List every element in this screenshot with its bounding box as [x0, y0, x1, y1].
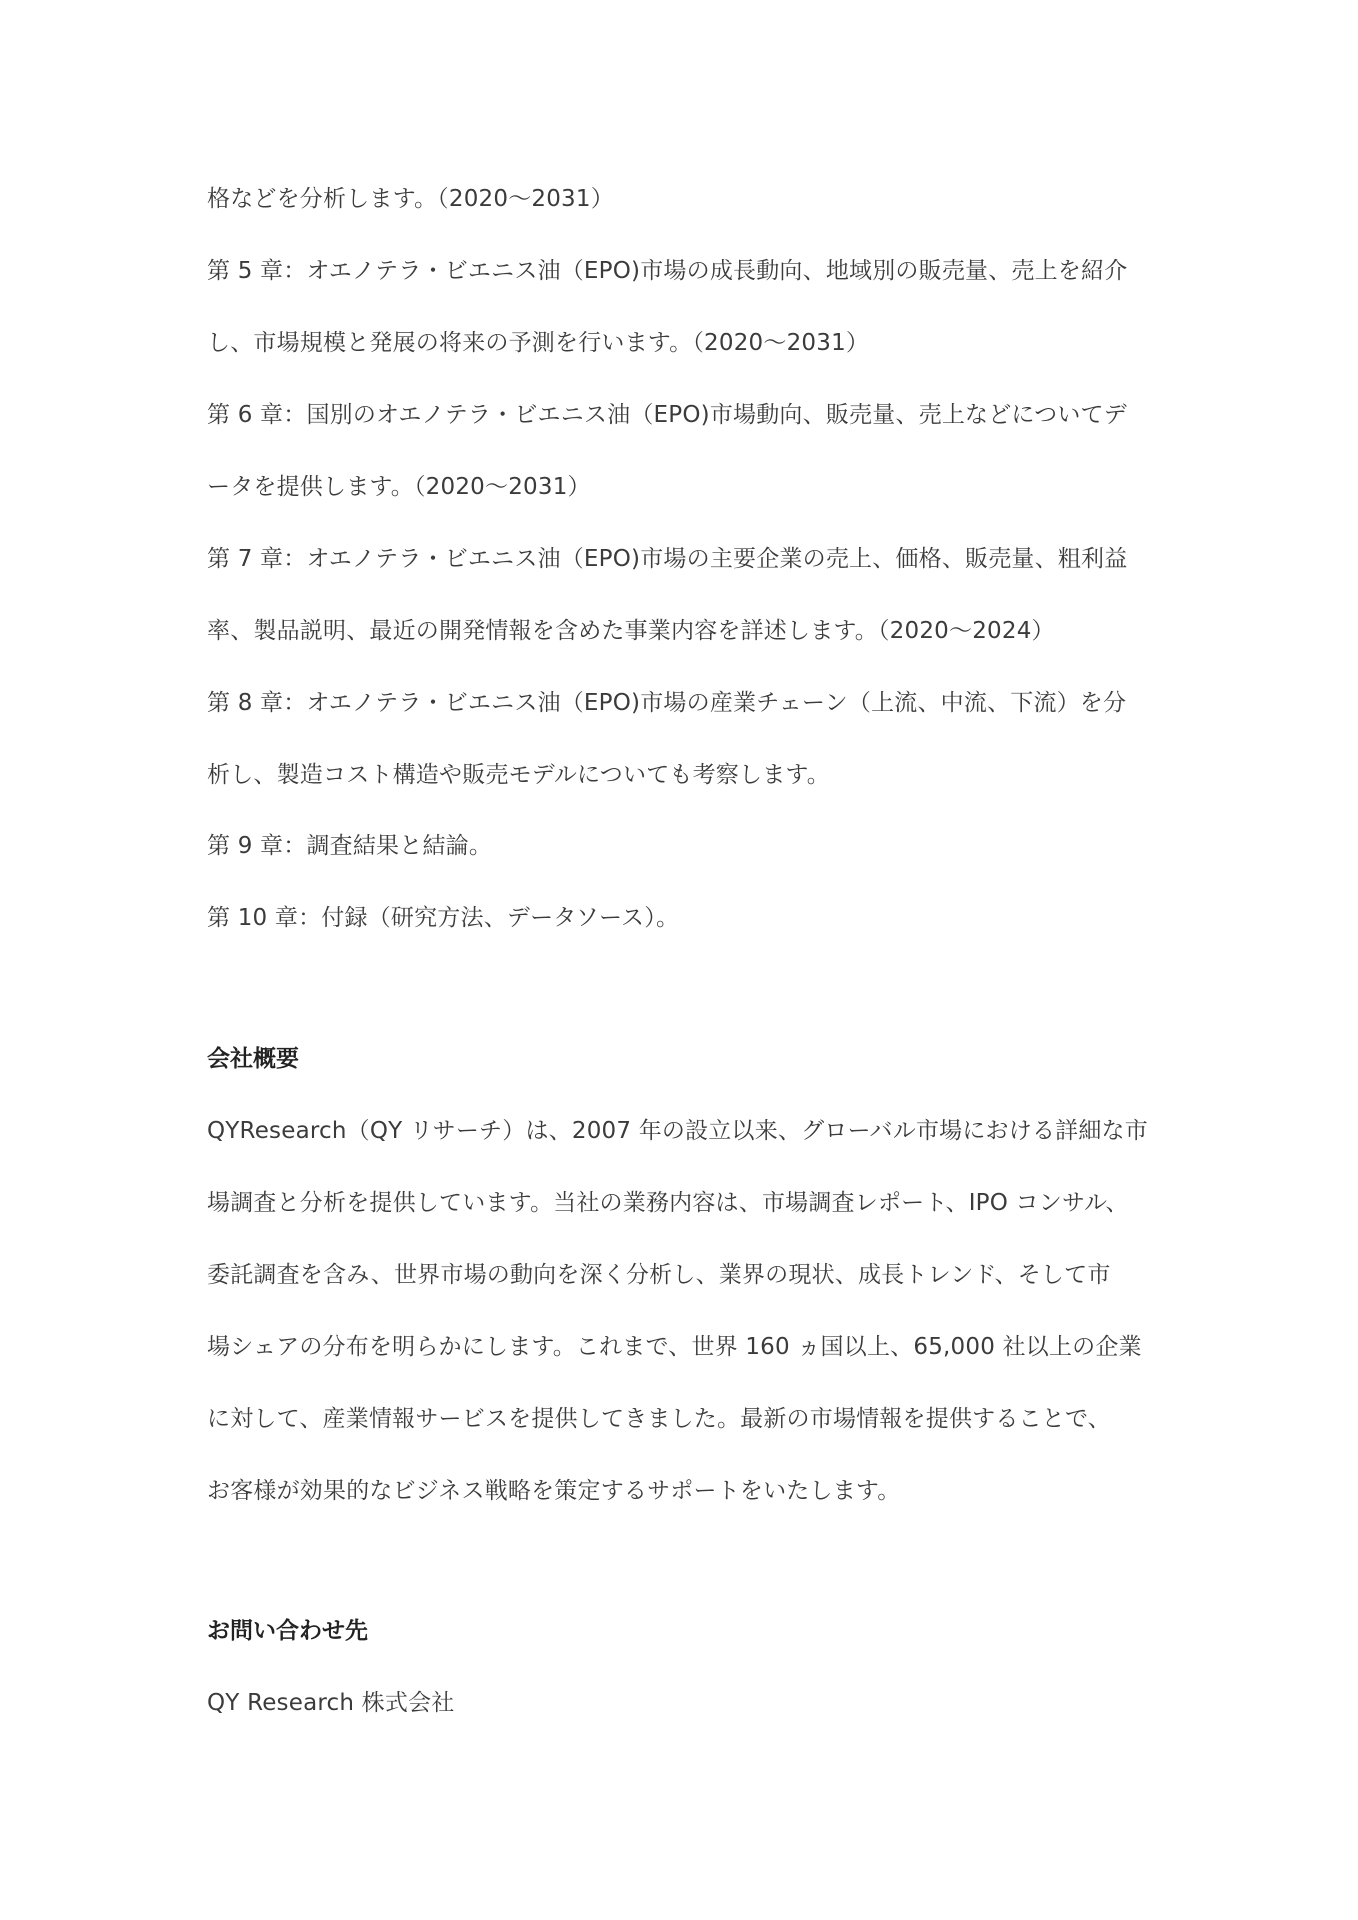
contact-heading: お問い合わせ先: [207, 1618, 368, 1644]
chapter-7-line: 第 7 章：オエノテラ・ビエニス油（EPO)市場の主要企業の売上、価格、販売量、粗利益: [207, 546, 1128, 572]
company-overview-heading: 会社概要: [207, 1046, 299, 1072]
chapter-6-line: 第 6 章：国別のオエノテラ・ビエニス油（EPO)市場動向、販売量、売上などについてデ: [207, 402, 1127, 428]
chapter-text-line: し、市場規模と発展の将来の予測を行います。（2020～2031）: [207, 330, 870, 356]
chapter-text-line: 格などを分析します。（2020～2031）: [207, 186, 614, 212]
chapter-8-line: 第 8 章：オエノテラ・ビエニス油（EPO)市場の産業チェーン（上流、中流、下流）を分: [207, 690, 1127, 716]
company-text-line: に対して、産業情報サービスを提供してきました。最新の市場情報を提供することで、: [207, 1406, 1111, 1432]
company-text-line: お客様が効果的なビジネス戦略を策定するサポートをいたします。: [207, 1478, 901, 1504]
chapter-text-line: 率、製品説明、最近の開発情報を含めた事業内容を詳述します。（2020～2024）: [207, 618, 1055, 644]
company-text-line: QYResearch（QY リサーチ）は、2007 年の設立以来、グローバル市場における詳細な市: [207, 1118, 1148, 1144]
chapter-5-line: 第 5 章：オエノテラ・ビエニス油（EPO)市場の成長動向、地域別の販売量、売上を紹介: [207, 258, 1128, 284]
company-text-line: 場シェアの分布を明らかにします。これまで、世界 160 ヵ国以上、65,000 社以上の企業: [207, 1334, 1142, 1360]
company-text-line: 場調査と分析を提供しています。当社の業務内容は、市場調査レポート、IPO コンサル、: [207, 1190, 1129, 1216]
chapter-10-line: 第 10 章：付録（研究方法、データソース）。: [207, 905, 680, 931]
company-text-line: 委託調査を含み、世界市場の動向を深く分析し、業界の現状、成長トレンド、そして市: [207, 1262, 1111, 1288]
contact-company-name: QY Research 株式会社: [207, 1690, 455, 1716]
chapter-text-line: 析し、製造コスト構造や販売モデルについても考察します。: [207, 762, 830, 788]
chapter-9-line: 第 9 章：調査結果と結論。: [207, 833, 493, 859]
chapter-text-line: ータを提供します。（2020～2031）: [207, 474, 591, 500]
